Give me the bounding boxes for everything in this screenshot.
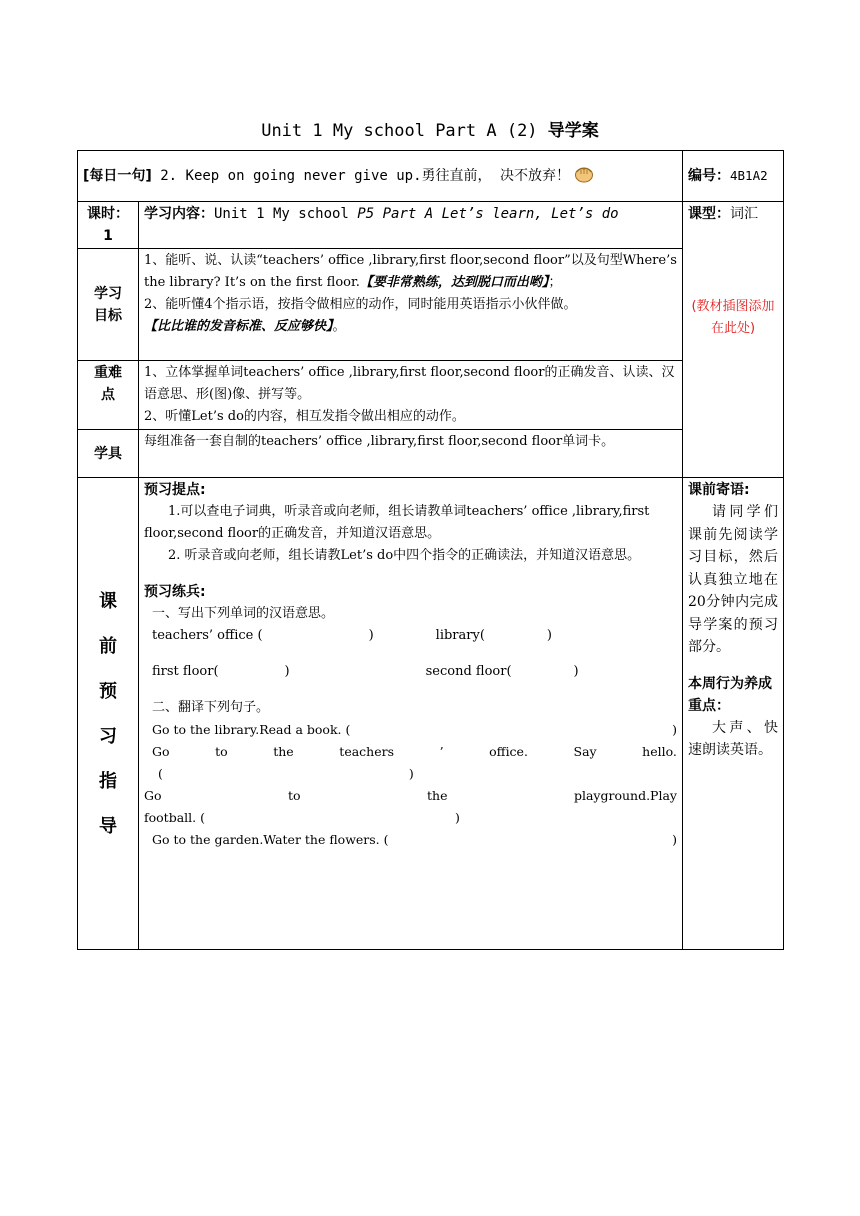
type-cell	[683, 202, 784, 478]
period-cell	[78, 202, 139, 249]
illustration-note: (教材插图添加在此处)	[691, 299, 775, 336]
word-3: first floor(	[152, 664, 219, 679]
word-1-end: )	[368, 628, 374, 643]
goal-1-close: 】	[541, 275, 549, 290]
preview-label-char: 导	[99, 815, 117, 837]
type-label: 课型：	[688, 206, 730, 222]
content-label: 学习内容：	[144, 206, 214, 222]
goal-3-end: 。	[332, 319, 346, 334]
word-2: library(	[435, 628, 485, 643]
sentence-1-end: )	[672, 722, 677, 737]
code-cell	[683, 151, 784, 202]
sentence-1-text: Go to the library.Read a book. (	[152, 722, 351, 737]
sentence-2	[144, 741, 677, 763]
goal-2: 2、能听懂4个指示语，按指令做相应的动作，同时能用英语指示小伙伴做。	[144, 297, 577, 312]
daily-cell	[78, 151, 683, 202]
goal-1-emphasis: 要非常熟练，达到脱口而出哟	[372, 275, 542, 290]
practice-label: 预习练兵:	[144, 584, 206, 600]
message-label: 课前寄语:	[688, 482, 750, 498]
daily-row	[78, 151, 784, 202]
sentence-1	[144, 719, 677, 741]
focus-label: 本周行为养成重点：	[688, 675, 772, 714]
daily-label: [每日一句]	[83, 168, 152, 184]
preview-vertical-label	[83, 579, 133, 849]
sentence-2-word: to	[215, 744, 228, 759]
sentence-2-word: teachers	[339, 744, 395, 759]
keypoints-cell	[139, 361, 683, 430]
period-label: 课时：	[87, 206, 129, 222]
page-title-main: Unit 1 My school Part A (2)	[261, 121, 548, 141]
goal-3-close: 】	[326, 319, 333, 334]
goal-3-emphasis: 比比谁的发音标准、反应够快	[157, 319, 327, 334]
preview-label-char: 前	[99, 635, 117, 657]
section-2-heading: 二、翻译下列句子。	[152, 700, 270, 715]
preview-label-char: 习	[99, 725, 117, 747]
preview-label-char: 预	[99, 680, 117, 702]
goals-cell	[139, 249, 683, 361]
sentence-4	[144, 829, 677, 851]
content-cell	[139, 202, 683, 249]
preview-label-char: 课	[99, 590, 117, 612]
section-1-heading: 一、写出下列单词的汉语意思。	[152, 606, 335, 621]
sentence-2-word: hello.	[642, 744, 677, 759]
message-cell	[683, 478, 784, 950]
focus-text: 大声、快速朗读英语。	[688, 719, 778, 758]
sentence-2-close: )	[408, 766, 414, 781]
code-value: 4B1A2	[730, 167, 768, 183]
keypoint-2: 2、听懂Let’s do的内容，相互发指令做出相应的动作。	[144, 409, 465, 424]
tools-label: 学具	[94, 445, 122, 462]
message-text: 请同学们课前先阅读学习目标，然后认真独立地在20分钟内完成导学案的预习部分。	[688, 504, 778, 655]
goal-1-open: 【	[359, 275, 373, 290]
preview-row	[78, 478, 784, 950]
sentence-2-word: Go	[152, 744, 170, 759]
sentence-2-word: office.	[489, 744, 528, 759]
worksheet-table	[77, 150, 784, 950]
content-plain: Unit 1 My school	[214, 206, 358, 222]
sentence-2-word: Say	[573, 744, 597, 759]
period-value: 1	[103, 228, 113, 244]
sentence-3-answer	[144, 807, 677, 829]
fist-icon	[574, 165, 594, 183]
word-1: teachers’ office (	[152, 628, 263, 643]
sentence-2-open: (	[158, 766, 163, 781]
tips-label: 预习提点:	[144, 482, 206, 498]
word-4-end: )	[573, 664, 579, 679]
word-2-end: )	[546, 628, 552, 643]
goal-1: 1、能听、说、认读“teachers’ office ,library,first floor,second floor”以及句型Where’s the library? It’s on the first floor.	[144, 253, 677, 290]
preview-label-char: 指	[99, 770, 117, 792]
code-label: 编号：	[688, 167, 730, 184]
page-title	[0, 116, 860, 141]
sentence-3-word: playground.Play	[573, 788, 677, 803]
goals-label-cell	[78, 249, 139, 361]
lesson-row	[78, 202, 784, 249]
goals-row	[78, 249, 784, 361]
tools-row	[78, 430, 784, 478]
keypoints-row	[78, 361, 784, 430]
word-row-1	[144, 625, 677, 647]
sentence-2-answer	[144, 763, 677, 785]
goal-1-end: ；	[548, 275, 562, 290]
tools-text: 每组准备一套自制的teachers’ office ,library,first floor,second floor单词卡。	[144, 434, 615, 449]
tools-cell	[139, 430, 683, 478]
keypoints-label: 重难点	[94, 365, 122, 403]
tip-2: 2. 听录音或向老师，组长请教Let’s do中四个指令的正确读法，并知道汉语意思。	[168, 548, 641, 563]
preview-label-cell	[78, 478, 139, 950]
daily-text: 2. Keep on going never give up.勇往直前， 决不放弃！	[151, 168, 570, 184]
word-3-end: )	[284, 664, 290, 679]
tools-label-cell	[78, 430, 139, 478]
sentence-3-end: )	[454, 810, 460, 825]
keypoints-label-cell	[78, 361, 139, 430]
sentence-4-end: )	[672, 832, 677, 847]
sentence-3-cont: football. (	[144, 810, 205, 825]
sentence-3-word: the	[427, 788, 448, 803]
word-row-2	[144, 661, 677, 683]
keypoint-1: 1、立体掌握单词teachers’ office ,library,first floor,second floor的正确发音、认读、汉语意思、形(图)像、拼写等。	[144, 365, 675, 402]
sentence-4-text: Go to the garden.Water the flowers. (	[152, 832, 389, 847]
goals-label: 学习目标	[94, 285, 122, 324]
sentence-2-word: ’	[439, 744, 444, 759]
tip-1: 1.可以查电子词典，听录音或向老师，组长请教单词teachers’ office ,library,first floor,second floor的正确发音，并知道汉语意思。	[144, 504, 650, 541]
sentence-3-word: Go	[144, 788, 162, 803]
sentence-2-word: the	[273, 744, 294, 759]
page-title-cn: 导学案	[547, 121, 599, 141]
word-4: second floor(	[425, 664, 512, 679]
sentence-3-word: to	[287, 788, 301, 803]
goal-3-open: 【	[144, 319, 158, 334]
type-value: 词汇	[730, 206, 758, 222]
sentence-3	[144, 785, 677, 807]
preview-cell	[139, 478, 683, 950]
content-italic: P5 Part A Let’s learn, Let’s do	[357, 206, 619, 222]
